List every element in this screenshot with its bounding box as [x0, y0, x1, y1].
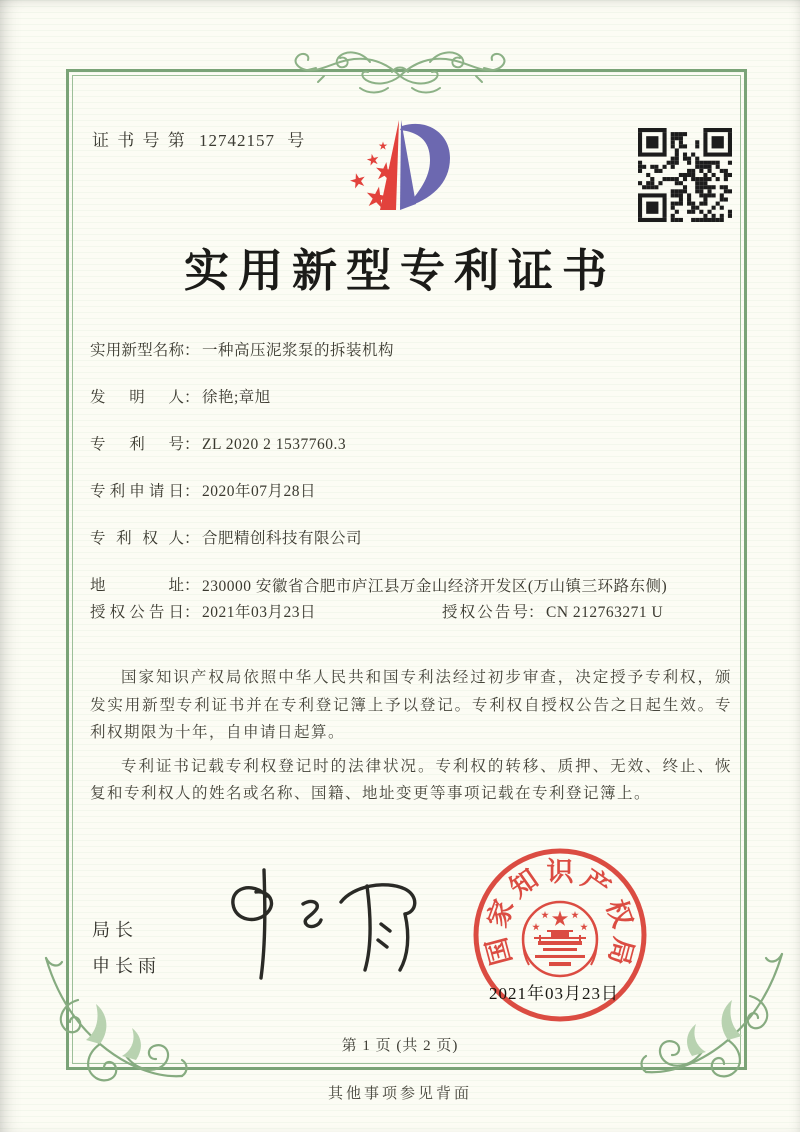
certificate-number-prefix: 证 书 号 第 [92, 131, 187, 150]
legal-paragraph-2: 专利证书记载专利权登记时的法律状况。专利权的转移、质押、无效、终止、恢复和专利权人的姓名或名称、国籍、地址变更等事项记载在专利登记簿上。 [90, 757, 732, 802]
signer-name: 申长雨 [92, 956, 161, 976]
page-number: 第 1 页 (共 2 页) [341, 1038, 459, 1054]
field-label: 地址 [90, 577, 184, 594]
cnipa-patent-logo-icon [336, 110, 466, 222]
legal-paragraph-1: 国家知识产权局依照中华人民共和国专利法经过初步审查，决定授予专利权，颁发实用新型专利证书并在专利登记簿上予以登记。专利权自授权公告之日起生效。专利权期限为十年，自申请日起算。 [90, 669, 732, 741]
field-label: 专利权人 [90, 530, 184, 547]
field-patentee: 专利权人 ： 合肥精创科技有限公司 [90, 528, 732, 550]
field-label: 专利申请日 [90, 483, 184, 500]
svg-text:国: 国 [481, 934, 518, 969]
seal-date: 2021年03月23日 [489, 984, 619, 1003]
field-value: 2020年07月28日 [202, 483, 317, 500]
field-utility-model-name: 实用新型名称 ： 一种高压泥浆泵的拆装机构 [90, 340, 732, 362]
svg-text:局: 局 [602, 934, 639, 969]
field-value: ZL 2020 2 1537760.3 [202, 436, 347, 453]
svg-text:产: 产 [576, 863, 616, 904]
certificate-number-value: 12742157 [199, 131, 275, 150]
signer-title: 局长 [92, 920, 138, 940]
field-inventors: 发明人 ： 徐艳;章旭 [90, 387, 732, 409]
field-value: 一种高压泥浆泵的拆装机构 [202, 342, 395, 359]
shen-changyu-handwritten-signature-icon [205, 866, 440, 984]
field-grant-row: 授权公告日 ： 2021年03月23日 授权公告号 ： CN 212763271 U [90, 602, 732, 624]
svg-text:知: 知 [504, 863, 544, 904]
field-label: 授权公告号 [442, 604, 528, 621]
field-value: 徐艳;章旭 [202, 389, 271, 406]
field-label: 专利号 [90, 436, 184, 453]
grant-number-value: CN 212763271 U [546, 604, 664, 621]
field-address: 地址 ： 230000 安徽省合肥市庐江县万金山经济开发区(万山镇三环路东侧) [90, 575, 732, 599]
field-filing-date: 专利申请日 ： 2020年07月28日 [90, 481, 732, 503]
svg-text:家: 家 [482, 895, 520, 932]
certificate-fields [90, 340, 732, 649]
field-label: 发明人 [90, 389, 184, 406]
green-dragon-flourish-icon [280, 42, 520, 108]
back-side-note: 其他事项参见背面 [327, 1086, 472, 1102]
field-label: 实用新型名称 [90, 342, 184, 359]
certificate-title: 实用新型专利证书 [183, 246, 616, 296]
acanthus-corner-flourish-icon [36, 952, 196, 1092]
field-label: 授权公告日 [90, 604, 184, 621]
field-grant-number: 授权公告号 ： CN 212763271 U [442, 602, 663, 624]
field-value: 合肥精创科技有限公司 [202, 530, 363, 547]
legal-text [90, 664, 732, 814]
svg-text:识: 识 [546, 857, 574, 887]
acanthus-corner-flourish-icon [632, 948, 792, 1088]
certificate-number-line [92, 126, 306, 151]
svg-text:权: 权 [600, 895, 638, 932]
certificate-number-suffix: 号 [287, 131, 307, 150]
field-value: 230000 安徽省合肥市庐江县万金山经济开发区(万山镇三环路东侧) [202, 578, 668, 595]
grant-date-value: 2021年03月23日 [202, 604, 317, 621]
field-patent-number: 专利号 ： ZL 2020 2 1537760.3 [90, 434, 732, 456]
qr-code [638, 128, 732, 222]
